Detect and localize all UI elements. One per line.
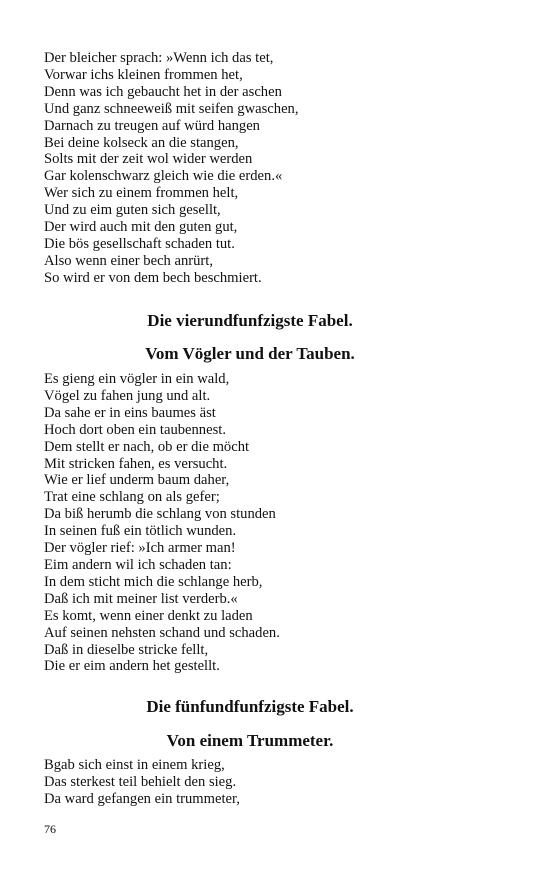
verse-line: Trat eine schlang on als gefer; <box>44 489 220 506</box>
verse-line: Bgab sich einst in einem krieg, <box>44 757 225 773</box>
verse-section-1 <box>44 50 299 287</box>
verse-line: Solts mit der zeit wol wider werden <box>44 151 253 168</box>
verse-line: Gar kolenschwarz gleich wie die erden.« <box>44 168 283 185</box>
verse-line: Und ganz schneeweiß mit seifen gwaschen, <box>44 100 299 117</box>
verse-line: Es komt, wenn einer denkt zu laden <box>44 607 253 624</box>
fable-54-number-heading: Die vierundfunfzigste Fabel. <box>147 311 353 330</box>
verse-line: Denn was ich gebaucht het in der aschen <box>44 83 282 100</box>
verse-line: Wer sich zu einem frommen helt, <box>44 185 239 202</box>
verse-line: Mit stricken fahen, es versucht. <box>44 455 228 472</box>
verse-line: Da biß herumb die schlang von stunden <box>44 506 276 523</box>
verse-line: Auf seinen nehsten schand und schaden. <box>44 624 280 641</box>
verse-line: Vögel zu fahen jung und alt. <box>44 387 211 404</box>
verse-line: Daß ich mit meiner list verderb.« <box>44 590 238 607</box>
verse-line: Wie er lief underm baum daher, <box>44 472 230 489</box>
verse-fable-54 <box>44 371 280 675</box>
verse-line: Dem stellt er nach, ob er die möcht <box>44 438 250 455</box>
verse-line: Also wenn einer bech anrürt, <box>44 252 213 269</box>
verse-line: Eim andern wil ich schaden tan: <box>44 556 232 573</box>
fable-54-title-heading: Vom Vögler und der Tauben. <box>145 344 355 363</box>
verse-line: Da ward gefangen ein trummeter, <box>44 790 240 807</box>
verse-line: Bei deine kolseck an die stangen, <box>44 134 239 151</box>
verse-line: In seinen fuß ein tötlich wunden. <box>44 523 237 540</box>
verse-line: Daß in dieselbe stricke fellt, <box>44 641 209 658</box>
verse-line: Der bleicher sprach: »Wenn ich das tet, <box>44 50 274 66</box>
verse-line: Es gieng ein vögler in ein wald, <box>44 371 230 387</box>
verse-line: In dem sticht mich die schlange herb, <box>44 573 263 590</box>
verse-line: Und zu eim guten sich gesellt, <box>44 202 221 219</box>
verse-line: Der wird auch mit den guten gut, <box>44 219 238 236</box>
verse-line: Der vögler rief: »Ich armer man! <box>44 540 236 557</box>
verse-line: Darnach zu treugen auf würd hangen <box>44 117 260 134</box>
verse-line: Vorwar ichs kleinen frommen het, <box>44 66 243 83</box>
fable-55-title-heading: Von einem Trummeter. <box>166 731 334 750</box>
page-number: 76 <box>44 822 56 836</box>
fable-55-number-heading: Die fünfundfunfzigste Fabel. <box>146 697 354 716</box>
verse-fable-55 <box>44 757 240 808</box>
verse-line: Die bös gesellschaft schaden tut. <box>44 235 235 252</box>
verse-line: Da sahe er in eins baumes äst <box>44 404 216 421</box>
verse-line: Die er eim andern het gestellt. <box>44 658 220 675</box>
verse-line: Hoch dort oben ein taubennest. <box>44 421 226 438</box>
verse-line: Das sterkest teil behielt den sieg. <box>44 773 237 790</box>
verse-line: So wird er von dem bech beschmiert. <box>44 269 262 286</box>
